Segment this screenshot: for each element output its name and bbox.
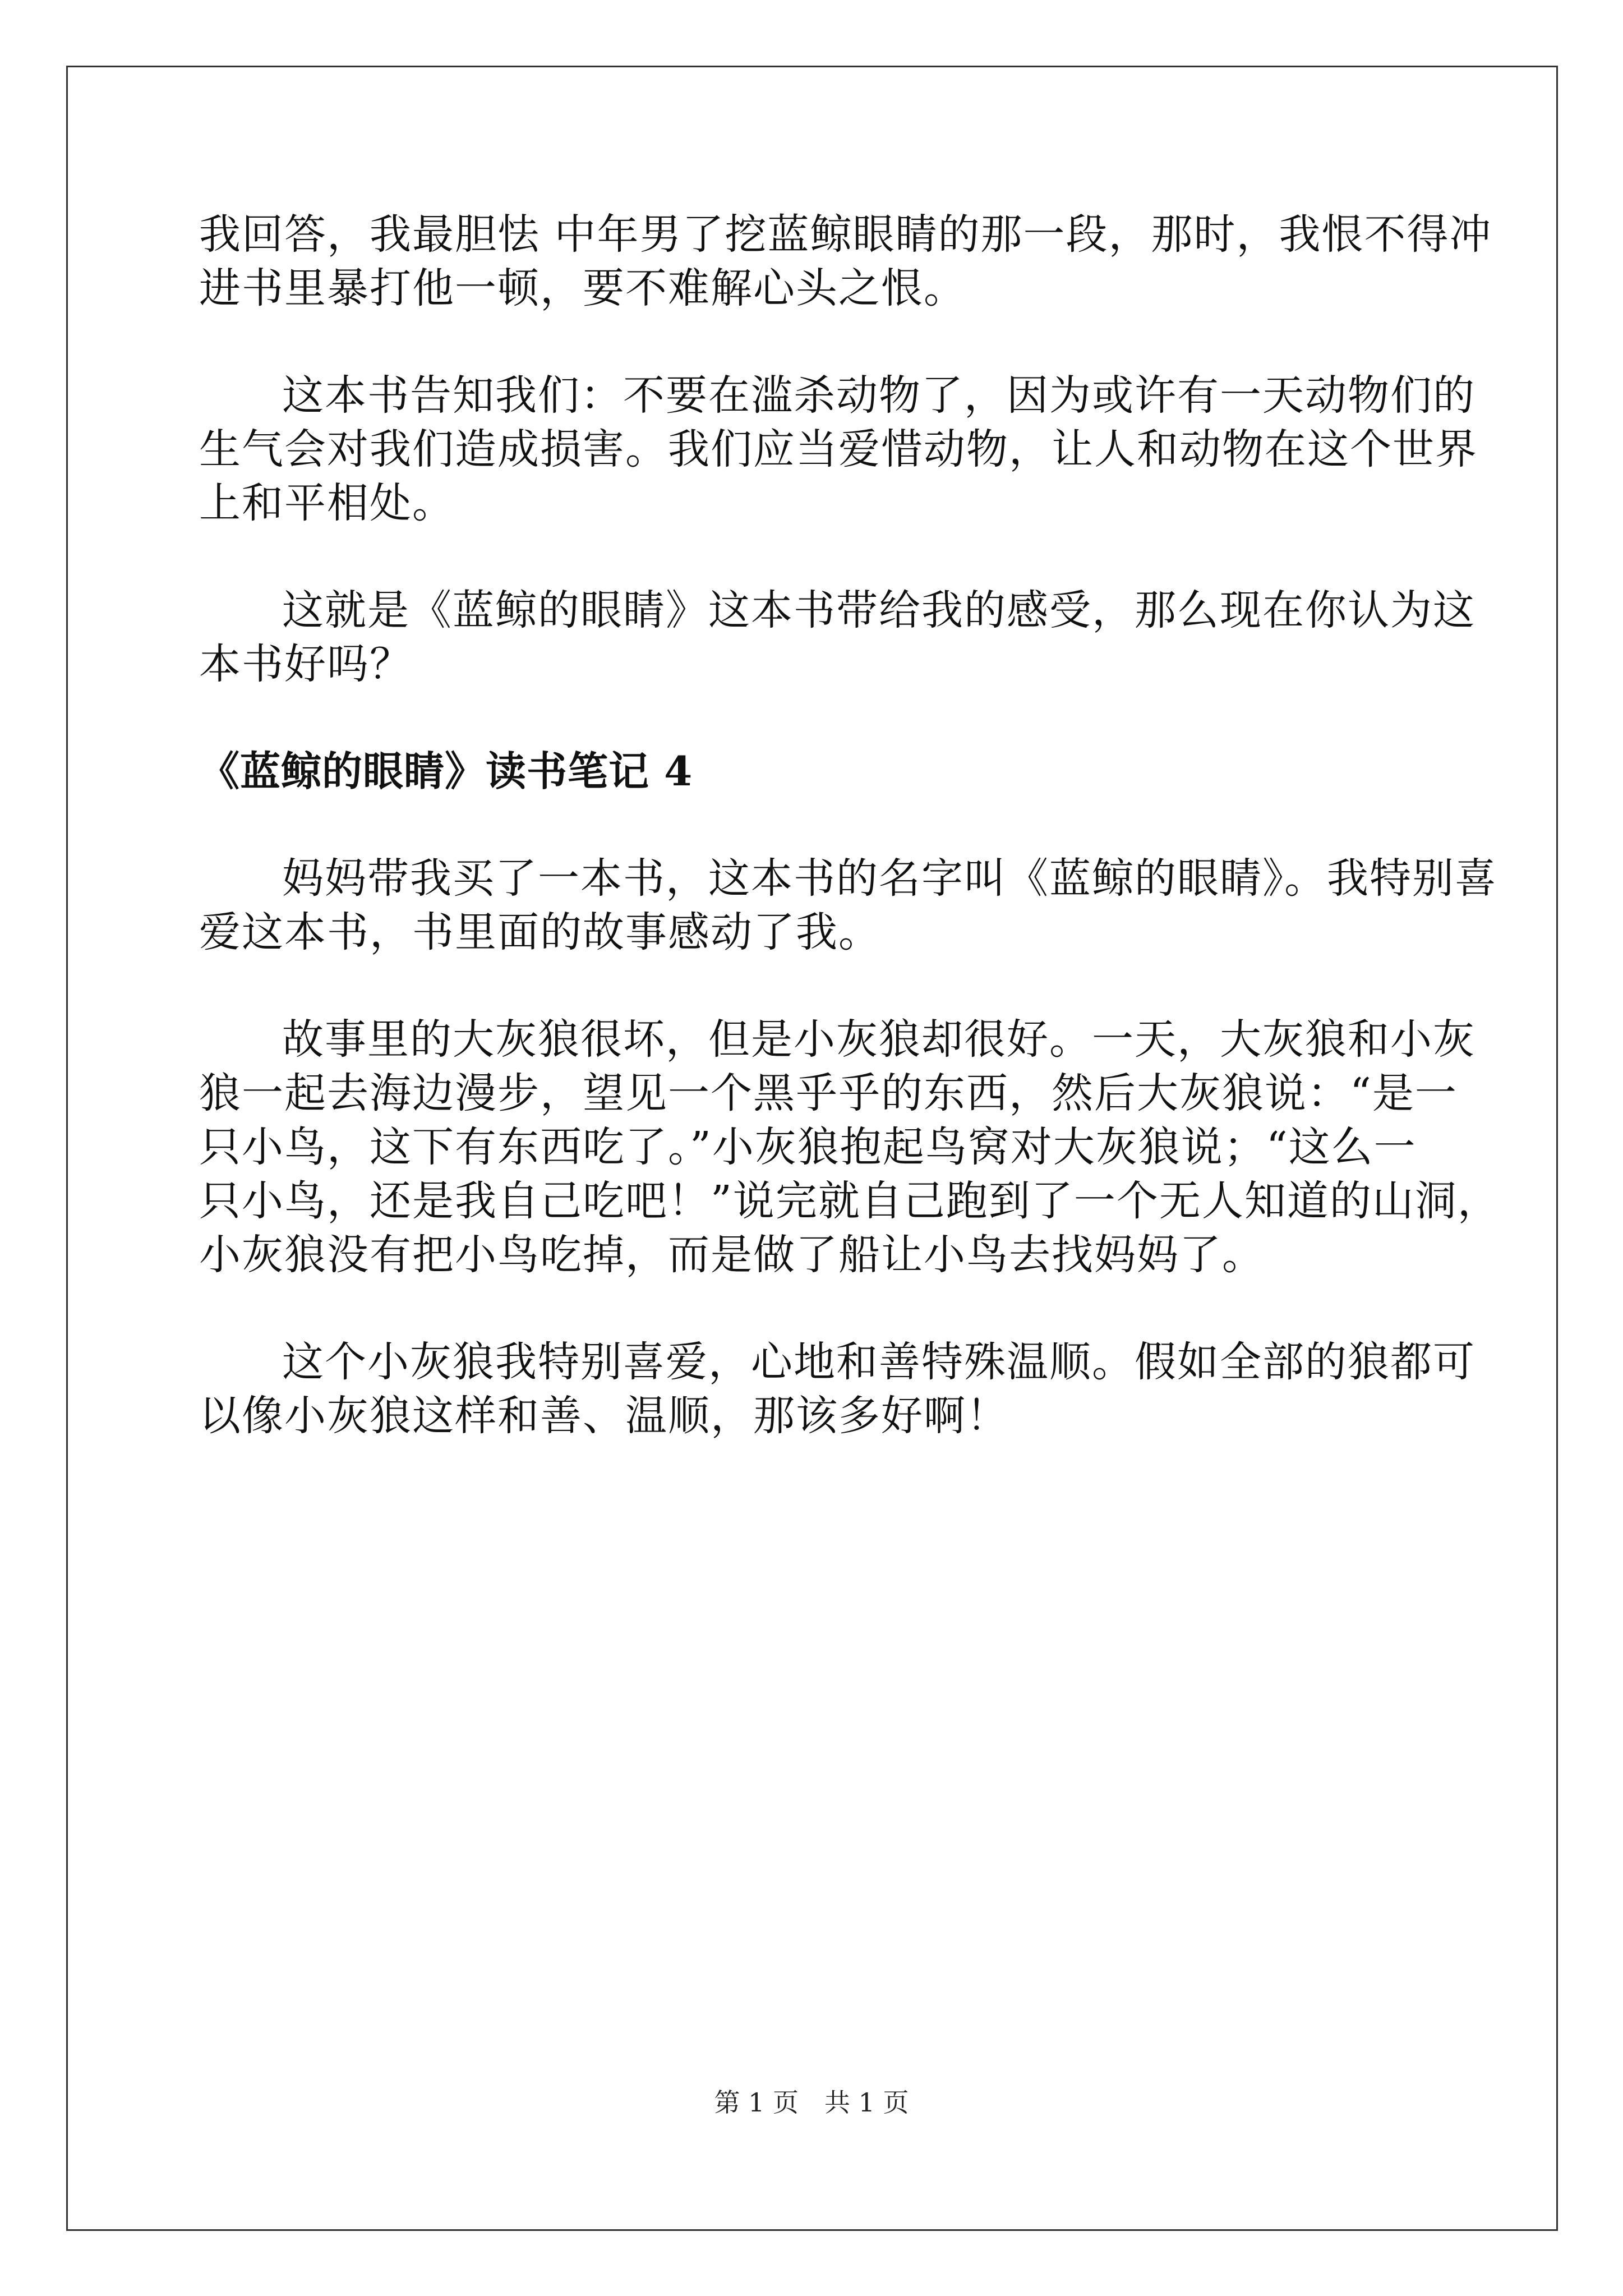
text-line: 妈妈带我买了一本书，这本书的名字叫《蓝鲸的眼睛》。我特别喜 [282,854,1497,903]
text-line: 爱这本书，书里面的故事感动了我。 [199,908,881,956]
paragraph [199,208,1492,315]
text-line: 以像小灰狼这样和善、温顺，那该多好啊！ [199,1392,1009,1440]
document-body [199,208,1500,1443]
text-line: 上和平相处。 [199,479,455,527]
paragraph [199,369,1478,530]
text-line: 这就是《蓝鲸的眼睛》这本书带给我的感受，那么现在你认为这 [282,586,1476,634]
text-line: 这本书告知我们：不要在滥杀动物了，因为或许有一天动物们的 [282,371,1476,420]
paragraph [199,1013,1500,1282]
text-line: 只小鸟，这下有东西吃了。”小灰狼抱起鸟窝对大灰狼说；“这么一 [199,1123,1417,1171]
text-line: 狼一起去海边漫步，望见一个黑乎乎的东西，然后大灰狼说：“是一 [199,1069,1458,1117]
text-line: 故事里的大灰狼很坏，但是小灰狼却很好。一天，大灰狼和小灰 [282,1015,1476,1064]
text-line: 只小鸟，还是我自己吃吧！”说完就自己跑到了一个无人知道的山洞， [199,1177,1500,1225]
text-line: 生气会对我们造成损害。我们应当爱惜动物，让人和动物在这个世界 [199,425,1478,473]
paragraph [199,852,1497,959]
page-footer: 第 1 页 共 1 页 [714,2087,909,2118]
section-heading: 《蓝鲸的眼睛》读书笔记 4 [199,747,693,795]
text-line: 小灰狼没有把小鸟吃掉，而是做了船让小鸟去找妈妈了。 [199,1231,1265,1279]
paragraph [199,1335,1476,1443]
text-line: 这个小灰狼我特别喜爱，心地和善特殊温顺。假如全部的狼都可 [282,1338,1476,1386]
paragraph [199,583,1476,691]
text-line: 进书里暴打他一顿，要不难解心头之恨。 [199,264,966,312]
text-line: 本书好吗？ [199,640,412,688]
text-line: 我回答，我最胆怯 中年男了挖蓝鲸眼睛的那一段，那时，我恨不得冲 [199,210,1492,259]
